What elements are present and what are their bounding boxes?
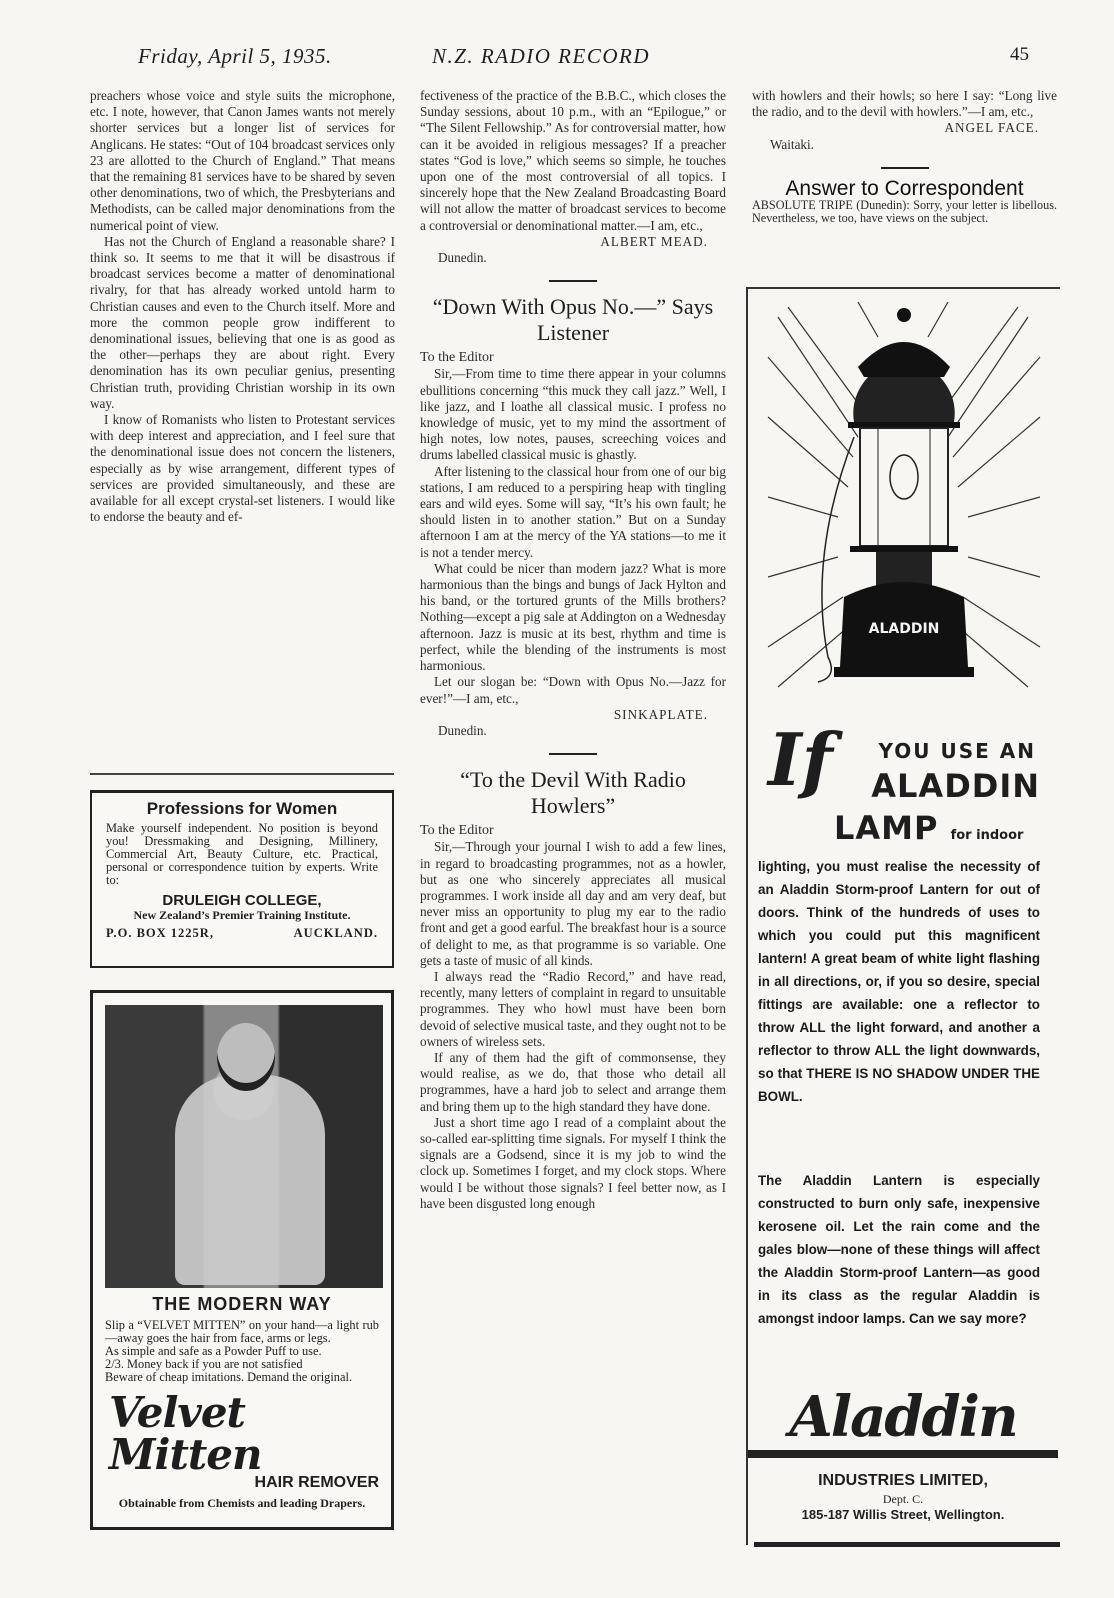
column-2-letters	[420, 88, 726, 1212]
if-initial: If	[768, 717, 833, 802]
section-separator	[549, 753, 597, 755]
lamp-word: LAMP	[834, 809, 939, 847]
ad-body-line: As simple and safe as a Powder Puff to use.	[105, 1344, 322, 1358]
masthead	[0, 44, 1114, 74]
section-separator	[881, 167, 929, 169]
ad-body-2: The Aladdin Lantern is especially constructed to burn only safe, inexpensive kerosene oil. Let the rain come and the gales blow—none of these things will affect the Aladdin Storm-proof Lantern—as good in its class as the regular Aladdin is amongst indoor lamps. Can we say more?	[758, 1173, 1040, 1326]
ad-headline: Professions for Women	[146, 799, 338, 818]
section-separator	[549, 280, 597, 282]
head-shape	[217, 1023, 275, 1091]
company-dept: Dept. C.	[882, 1492, 924, 1506]
answer-headline: Answer to Correspondent	[785, 176, 1024, 200]
answer-body: ABSOLUTE TRIPE (Dunedin): Sorry, your letter is libellous. Nevertheless, we too, have views on the subject.	[752, 198, 1057, 225]
ad-professions-for-women	[90, 790, 394, 968]
article-paragraph: fectiveness of the practice of the B.B.C., which closes the Sunday sessions, about 10 p.m., with an “Epilogue,” or “The Silent Fellowship.” As for controversial matter, how can it be avoided in religious messages? If a preacher states “God is love,” which seems so simple, he touches upon one of the most controversial of all topics. I sincerely hope that the New Zealand Broadcasting Board will not allow the matter of broadcast services to become a controversial or denominational matter.—I am, etc.,	[420, 88, 726, 233]
college-name: DRULEIGH COLLEGE,	[162, 892, 322, 909]
letter-place: Waitaki.	[770, 136, 814, 152]
publication-title: N.Z. RADIO RECORD	[432, 44, 650, 68]
letter-paragraph: Sir,—From time to time there appear in your columns ebullitions concerning “this muck they call jazz.” Well, I like jazz, and I loathe all classical music. I profess no knowledge of music, yet to my mind the assortment of high notes, low notes, pauses, screeching voices and drums labelled classical music is ghastly.	[420, 366, 726, 463]
letter-paragraph: Just a short time ago I read of a complaint about the so-called ear-splitting time signals. For myself I think the signals are a Godsend, since it is my job to wind the clock up. Sometimes I forget, and my clock stops. Where would I be without those signals? I feel better now, as I have been disgusted long enough	[420, 1114, 726, 1211]
letter-salutation: To the Editor	[420, 823, 494, 839]
ad-body-1: lighting, you must realise the necessity of an Aladdin Storm-proof Lantern for out of doors. Think of the hundreds of uses to which you could put this magnificent lantern! A great beam of white light flashing in all directions, or, if you so desire, special fittings are available: one a reflector to throw ALL the light forward, and another a reflector to throw ALL the light downwards, so that THERE IS NO SHADOW UNDER THE BOWL.	[758, 859, 1040, 1104]
college-address	[106, 926, 378, 941]
po-box: P.O. BOX 1225R,	[106, 926, 214, 940]
letter-salutation: To the Editor	[420, 350, 494, 366]
letter-paragraph: What could be nicer than modern jazz? What is more harmonious than the bings and bungs of Jack Hylton and his band, or the tortured grunts of the Mills brothers? Nothing—except a pig sale at Addington on a Wednesday afternoon. Jazz is music at its best, rhythm and time is perfect, while the blending of the instruments is most harmonious.	[420, 560, 726, 674]
ad-body-line: 2/3. Money back if you are not satisfied	[105, 1357, 303, 1371]
woman-photo-image	[105, 1005, 383, 1288]
column-divider-rule	[90, 773, 394, 775]
letter-paragraph: If any of them had the gift of commonsense, they would realise, as we do, that those who detail all programmes, have a hard job to select and arrange them and bring them up to the high standard they have done.	[420, 1049, 726, 1114]
lamp-tail: for indoor	[950, 828, 1024, 843]
figure-shape	[175, 1075, 325, 1285]
letter-signature: ALBERT MEAD.	[600, 233, 708, 249]
column-3	[752, 88, 1057, 224]
letter-paragraph: After listening to the classical hour from one of our big stations, I am reduced to a perspiring heap with tingling ears and wild eyes. Some will say, “It’s his own fault; he should listen in to another station.” But on a Sunday afternoon I am at the mercy of the YA stations—to me it is not a tender mercy.	[420, 463, 726, 560]
product-name: HAIR REMOVER	[254, 1474, 379, 1491]
ad-line-you-use-an: YOU USE AN	[878, 739, 1036, 763]
ad-velvet-mitten	[90, 990, 394, 1530]
issue-date: Friday, April 5, 1935.	[138, 44, 332, 68]
page-number: 45	[1010, 44, 1029, 65]
article-paragraph: preachers whose voice and style suits the microphone, etc. I note, however, that Canon James wants not merely shorter services but a longer list of services for Anglicans. He states: “Out of 104 broadcast services only 23 are allotted to the Church of England.” That means that the remaining 81 services have to be shared by seven other denominations, two of which, the Presbyterians and Methodists, can be called major denominations from the numerical point of view.	[90, 88, 395, 233]
letter-signature: ANGEL FACE.	[944, 120, 1039, 136]
company-address: 185-187 Willis Street, Wellington.	[801, 1507, 1005, 1522]
ad-headline: THE MODERN WAY	[152, 1294, 332, 1314]
city: AUCKLAND.	[293, 926, 378, 940]
column-1-article	[90, 88, 395, 525]
letter-paragraph: with howlers and their howls; so here I say: “Long live the radio, and to the devil with howlers.”—I am, etc.,	[752, 88, 1057, 120]
company-name: INDUSTRIES LIMITED,	[818, 1472, 988, 1489]
ad-bottom-rule	[754, 1542, 1060, 1547]
letter-paragraph: I always read the “Radio Record,” and have read, recently, many letters of complaint in regard to unsuitable programmes. They who howl must have been born devoid of selective musical taste, and they ought not to be owners of wireless sets.	[420, 968, 726, 1049]
ad-body: Make yourself independent. No position is beyond you! Dressmaking and Designing, Millinery, Commercial Art, Beauty Culture, etc. Practical, personal or correspondence tuition by experts. Write to:	[106, 821, 378, 887]
ad-aladdin-lamp	[746, 287, 1060, 1545]
ad-footer: Obtainable from Chemists and leading Drapers.	[118, 1496, 366, 1510]
letter-signature: SINKAPLATE.	[613, 706, 708, 722]
aladdin-logo: Aladdin	[748, 1384, 1058, 1458]
letter-paragraph: Sir,—Through your journal I wish to add a few lines, in regard to broadcasting programmes, not as a howler, but as one who sincerely appreciates all musical programmes. I work inside all day and am very deaf, but never miss an opportunity to plug my ear to the radio front and get a good earful. The breakfast hour is a source of delight to me, as that programme is so variable. One gets a taste of music of all kinds.	[420, 839, 726, 968]
velvet-mitten-logo: Velvet Mitten	[109, 1388, 262, 1479]
lantern-illustration-icon	[758, 297, 1050, 697]
letter-headline: “To the Devil With Radio Howlers”	[460, 767, 686, 819]
letter-paragraph: Let our slogan be: “Down with Opus No.—Jazz for ever!”—I am, etc.,	[420, 674, 726, 706]
ad-line-aladdin: ALADDIN	[871, 767, 1040, 805]
college-subtitle: New Zealand’s Premier Training Institute.	[133, 908, 351, 922]
ad-line-lamp	[834, 809, 1023, 847]
article-paragraph: Has not the Church of England a reasonable share? I think so. It seems to me that it will be disastrous if broadcast services become a matter of denominational rivalry, for that has already worked untold harm to Christian causes and even to the Church itself. More and more the common people grow indifferent to denominational issues, believing that one is as good as the other—perhaps they are about right. Every denomination has its own peculiar genius, presenting Christian truth, providing Christian worship in its own way.	[90, 233, 395, 411]
letter-place: Dunedin.	[438, 250, 487, 266]
ad-body-line: Slip a “VELVET MITTEN” on your hand—a light rub—away goes the hair from face, arms or legs.	[105, 1318, 379, 1345]
ad-body-line: Beware of cheap imitations. Demand the original.	[105, 1370, 353, 1384]
letter-headline: “Down With Opus No.—” Says Listener	[432, 294, 714, 346]
article-paragraph: I know of Romanists who listen to Protestant services with deep interest and appreciation, and I feel sure that the denominational issue does not concern the listeners, especially as by wise arrangement, different types of services are provided simultaneously, and these are available for all except crystal-set listeners. I would like to endorse the beauty and ef-	[90, 412, 395, 525]
svg-text:ALADDIN: ALADDIN	[868, 621, 940, 637]
letter-place: Dunedin.	[438, 722, 487, 738]
